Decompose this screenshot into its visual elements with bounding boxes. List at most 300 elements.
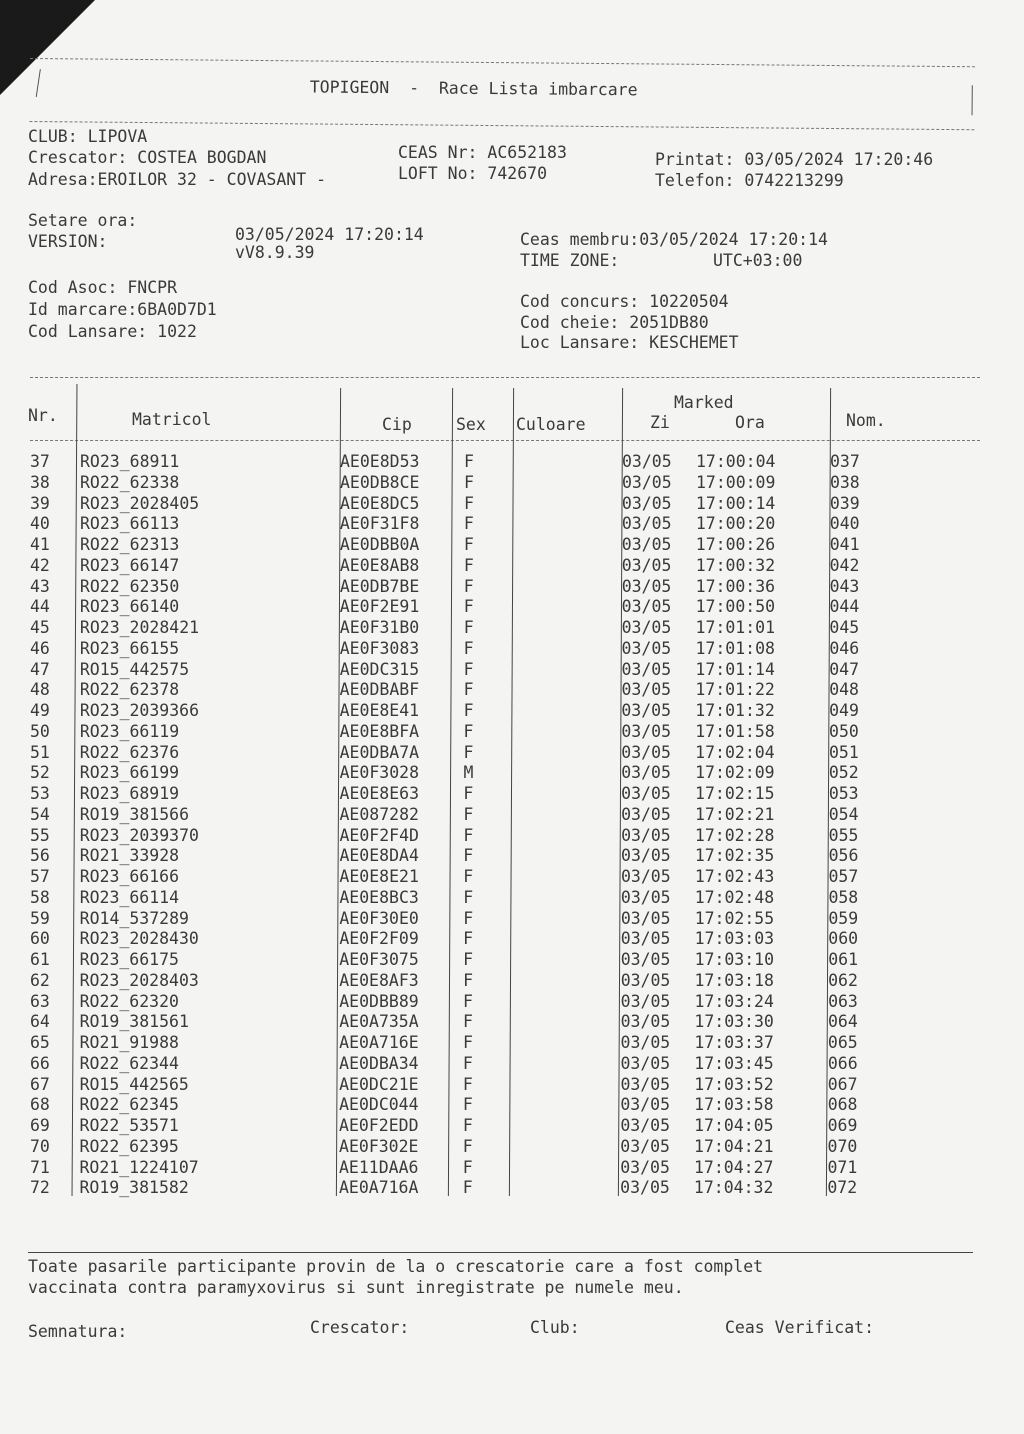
cell-cip: AE0E8E41	[339, 701, 420, 720]
cell-nom: 051	[828, 742, 859, 762]
cell-matricol: RO23_2028403	[79, 970, 199, 990]
cell-nr: 45	[30, 618, 50, 637]
cell-nom: 050	[829, 721, 859, 741]
table-row	[30, 514, 980, 535]
cell-ora: 17:02:35	[694, 846, 775, 866]
cell-matricol: RO14_537289	[79, 908, 189, 928]
cell-cip: AE0DBA7A	[339, 742, 420, 762]
cell-sex: F	[463, 867, 474, 886]
cell-matricol: RO22_62320	[79, 991, 179, 1011]
cell-zi: 03/05	[621, 555, 672, 575]
table-row	[30, 867, 980, 888]
col-header-sex: Sex	[456, 415, 486, 434]
cell-matricol: RO23_2028421	[79, 618, 200, 637]
cell-ora: 17:01:08	[695, 638, 775, 658]
cell-nr: 66	[30, 1053, 50, 1073]
cell-matricol: RO19_381582	[79, 1178, 189, 1198]
cell-nr: 47	[30, 659, 50, 679]
table-row	[30, 784, 980, 805]
cell-ora: 17:03:52	[694, 1074, 774, 1094]
cell-ora: 17:03:24	[694, 991, 774, 1011]
cell-nr: 64	[30, 1012, 50, 1032]
cell-nom: 061	[828, 950, 859, 969]
cell-nr: 38	[30, 472, 50, 492]
cell-nr: 50	[30, 721, 50, 741]
cell-nom: 054	[828, 804, 859, 824]
cell-cip: AE0DC044	[339, 1095, 419, 1115]
cell-sex: F	[463, 804, 474, 824]
cell-sex: F	[463, 514, 474, 534]
table-row	[30, 805, 980, 826]
cell-sex: F	[462, 1116, 473, 1135]
cell-sex: F	[463, 784, 474, 803]
cell-zi: 03/05	[621, 742, 671, 762]
loft-no: LOFT No: 742670	[398, 164, 548, 183]
cell-ora: 17:00:32	[695, 555, 776, 575]
cell-zi: 03/05	[620, 1074, 671, 1094]
cell-cip: AE0E8E21	[339, 867, 419, 886]
cell-ora: 17:04:32	[693, 1178, 774, 1198]
cell-nr: 68	[30, 1095, 50, 1115]
table-row	[30, 1033, 980, 1054]
cell-sex: F	[462, 1157, 473, 1177]
cell-nr: 42	[30, 555, 50, 575]
cell-nom: 066	[827, 1053, 858, 1073]
cell-nom: 037	[830, 452, 860, 471]
cell-ora: 17:00:26	[695, 535, 776, 554]
cell-nom: 039	[829, 493, 860, 513]
cell-nom: 040	[829, 514, 860, 534]
cell-matricol: RO15_442575	[79, 659, 190, 679]
cell-nom: 069	[827, 1116, 858, 1135]
cell-zi: 03/05	[620, 970, 671, 990]
cell-matricol: RO15_442565	[79, 1074, 189, 1094]
cell-zi: 03/05	[620, 1033, 671, 1052]
cell-nom: 049	[829, 701, 859, 720]
cell-nr: 63	[30, 991, 50, 1011]
cell-nr: 49	[30, 701, 50, 720]
cell-sex: F	[463, 638, 474, 658]
cell-nom: 060	[828, 929, 859, 949]
cell-matricol: RO22_62345	[79, 1095, 179, 1115]
cell-cip: AE0E8DA4	[339, 846, 419, 866]
cell-sex: F	[463, 576, 474, 596]
cell-cip: AE0DB8CE	[339, 472, 420, 492]
cell-zi: 03/05	[621, 493, 672, 513]
table-row	[30, 929, 980, 950]
cell-cip: AE0F30E0	[339, 908, 419, 928]
cell-cip: AE0DC315	[339, 659, 420, 679]
cell-cip: AE0DB7BE	[339, 576, 420, 596]
telefon: Telefon: 0742213299	[655, 171, 844, 190]
cell-matricol: RO23_66147	[79, 555, 180, 575]
cell-cip: AE0F3075	[339, 950, 419, 969]
cell-ora: 17:01:32	[695, 701, 775, 720]
vaccination-statement	[28, 1256, 763, 1298]
cell-nr: 43	[30, 576, 50, 596]
cell-sex: F	[462, 1074, 473, 1094]
cell-nr: 65	[30, 1033, 50, 1052]
cell-nom: 063	[828, 991, 858, 1011]
cell-matricol: RO23_66155	[79, 638, 180, 658]
cell-cip: AE0F3083	[339, 638, 420, 658]
crescator-sign-label: Crescator:	[310, 1318, 410, 1337]
cell-sex: F	[463, 680, 474, 700]
table-row	[30, 535, 980, 556]
cell-nom: 067	[827, 1074, 858, 1094]
col-header-culoare: Culoare	[516, 415, 586, 434]
cell-nom: 047	[829, 659, 860, 679]
cell-cip: AE0E8E63	[339, 784, 420, 803]
cell-ora: 17:02:04	[695, 742, 775, 762]
cell-sex: F	[463, 535, 474, 554]
cell-sex: F	[463, 929, 474, 949]
cell-cip: AE0F3028	[339, 763, 420, 783]
col-header-zi: Zi	[650, 413, 670, 432]
cell-cip: AE0E8AB8	[339, 555, 420, 575]
cell-zi: 03/05	[620, 1116, 670, 1135]
cell-sex: F	[463, 1012, 473, 1032]
cell-nom: 038	[829, 472, 860, 492]
cell-nom: 055	[828, 825, 859, 845]
cell-zi: 03/05	[620, 908, 671, 928]
table-row	[30, 701, 980, 722]
cell-nom: 045	[829, 618, 860, 637]
cell-cip: AE0E8BFA	[339, 721, 420, 741]
cell-nom: 043	[829, 576, 860, 596]
cell-zi: 03/05	[620, 1053, 671, 1073]
cod-lansare: Cod Lansare: 1022	[28, 322, 197, 341]
cell-zi: 03/05	[620, 929, 671, 949]
footer-rule	[28, 1252, 973, 1253]
cell-sex: M	[463, 763, 474, 783]
cell-nom: 064	[827, 1012, 858, 1032]
cod-concurs: Cod concurs: 10220504	[520, 292, 729, 311]
cell-zi: 03/05	[620, 1157, 670, 1177]
cell-matricol: RO22_62350	[79, 576, 180, 596]
cell-cip: AE0F2EDD	[339, 1116, 419, 1135]
cell-nr: 44	[30, 597, 50, 617]
cell-zi: 03/05	[620, 991, 671, 1011]
semnatura-label: Semnatura:	[28, 1322, 128, 1341]
page-title	[310, 77, 638, 99]
cell-nom: 042	[829, 555, 860, 575]
cell-ora: 17:00:36	[695, 576, 776, 596]
cell-zi: 03/05	[621, 680, 672, 700]
cell-zi: 03/05	[620, 867, 671, 886]
cell-nom: 068	[827, 1095, 858, 1115]
cell-nom: 056	[828, 846, 859, 866]
cell-matricol: RO23_66114	[79, 887, 180, 907]
cell-zi: 03/05	[622, 452, 672, 471]
printat: Printat: 03/05/2024 17:20:46	[655, 150, 934, 169]
cell-zi: 03/05	[621, 659, 672, 679]
crescator-line: Crescator: COSTEA BOGDAN	[28, 148, 267, 167]
cell-matricol: RO23_68911	[80, 452, 180, 471]
cell-zi: 03/05	[621, 514, 672, 534]
col-header-nr: Nr.	[28, 406, 58, 425]
cell-matricol: RO19_381566	[79, 804, 190, 824]
cell-nom: 062	[828, 970, 858, 990]
table-row	[30, 556, 980, 577]
title-box-right-bar	[972, 85, 973, 115]
cell-ora: 17:02:55	[694, 908, 775, 928]
cell-cip: AE0A716E	[339, 1033, 419, 1052]
cell-zi: 03/05	[621, 846, 671, 866]
cell-nom: 048	[829, 680, 859, 700]
time-zone-label: TIME ZONE:	[520, 251, 620, 270]
table-row	[30, 888, 980, 909]
cell-nr: 62	[30, 970, 50, 990]
cell-sex: F	[463, 908, 474, 928]
setare-ora-value: 03/05/2024 17:20:14	[235, 225, 424, 244]
cell-ora: 17:02:09	[695, 763, 775, 783]
cell-cip: AE0A735A	[339, 1012, 419, 1032]
table-row	[30, 473, 980, 494]
cell-ora: 17:01:14	[695, 659, 775, 679]
cell-matricol: RO23_2039370	[79, 825, 199, 845]
col-header-cip: Cip	[382, 415, 412, 434]
table-row	[30, 909, 980, 930]
cell-nr: 72	[30, 1178, 50, 1198]
cell-matricol: RO21_1224107	[79, 1157, 199, 1177]
cell-sex: F	[463, 555, 474, 575]
cell-sex: F	[463, 618, 474, 637]
col-header-ora: Ora	[735, 413, 765, 432]
cell-cip: AE0A716A	[338, 1178, 419, 1198]
table-row	[30, 1012, 980, 1033]
table-row	[30, 597, 980, 618]
cell-nr: 53	[30, 784, 50, 803]
cell-zi: 03/05	[620, 950, 671, 969]
cell-sex: F	[463, 887, 474, 907]
cell-ora: 17:00:20	[695, 514, 776, 534]
cell-nr: 39	[30, 493, 50, 513]
cell-nom: 071	[827, 1157, 858, 1177]
cell-ora: 17:03:18	[694, 970, 774, 990]
col-header-matricol: Matricol	[132, 410, 212, 429]
cell-cip: AE0F2F4D	[339, 825, 419, 845]
version-value: vV8.9.39	[235, 243, 315, 262]
cell-nr: 54	[30, 804, 50, 824]
cod-cheie: Cod cheie: 2051DB80	[520, 313, 709, 332]
table-row	[30, 743, 980, 764]
table-top-rule	[30, 377, 980, 378]
cell-zi: 03/05	[621, 472, 672, 492]
cell-sex: F	[463, 742, 474, 762]
ceas-membru: Ceas membru:03/05/2024 17:20:14	[520, 230, 828, 249]
cell-nr: 57	[30, 867, 50, 886]
cell-nr: 46	[30, 638, 50, 658]
cell-cip: AE0F302E	[339, 1136, 419, 1156]
table-row	[30, 1137, 980, 1158]
cell-nr: 41	[30, 535, 50, 554]
cell-matricol: RO23_66113	[79, 514, 180, 534]
table-row	[30, 577, 980, 598]
cell-cip: AE0F31F8	[339, 514, 420, 534]
cell-cip: AE0DBA34	[339, 1053, 419, 1073]
cell-nom: 041	[829, 535, 860, 554]
cell-cip: AE0E8AF3	[339, 970, 419, 990]
table-row	[30, 971, 980, 992]
ceas-nr: CEAS Nr: AC652183	[398, 143, 567, 162]
title-dash: -	[409, 78, 420, 98]
cell-zi: 03/05	[621, 535, 672, 554]
cell-nr: 69	[30, 1116, 50, 1135]
title-doc: Race Lista imbarcare	[438, 78, 638, 100]
cod-asoc: Cod Asoc: FNCPR	[28, 278, 178, 297]
statement-line-1: Toate pasarile participante provin de la o crescatorie care a fost complet	[28, 1257, 764, 1276]
cell-nr: 61	[30, 950, 50, 969]
cell-ora: 17:01:58	[695, 721, 775, 741]
cell-matricol: RO22_62376	[79, 742, 180, 762]
table-row	[30, 680, 980, 701]
cell-sex: F	[463, 721, 474, 741]
cell-cip: AE0E8DC5	[339, 493, 420, 513]
club-line: CLUB: LIPOVA	[28, 127, 148, 146]
cell-ora: 17:01:01	[695, 618, 776, 637]
cell-nom: 070	[827, 1136, 858, 1156]
cell-sex: F	[463, 493, 474, 513]
cell-nr: 58	[30, 887, 50, 907]
version-label: VERSION:	[28, 232, 108, 251]
cell-nom: 065	[827, 1033, 858, 1052]
cell-matricol: RO22_62378	[79, 680, 180, 700]
cell-zi: 03/05	[621, 597, 672, 617]
cell-nr: 56	[30, 846, 50, 866]
cell-nr: 67	[30, 1074, 50, 1094]
cell-cip: AE0F2F09	[339, 929, 419, 949]
col-header-marked: Marked	[674, 393, 734, 412]
cell-nom: 046	[829, 638, 860, 658]
cell-nom: 057	[828, 867, 859, 886]
cell-nr: 71	[30, 1157, 50, 1177]
cell-ora: 17:00:14	[695, 493, 776, 513]
table-row	[30, 494, 980, 515]
cell-ora: 17:02:15	[695, 784, 775, 803]
ceas-verificat-label: Ceas Verificat:	[725, 1318, 875, 1337]
cell-nr: 51	[30, 742, 50, 762]
cell-sex: F	[463, 950, 474, 969]
cell-nr: 37	[30, 452, 50, 471]
cell-zi: 03/05	[620, 1136, 670, 1156]
cell-zi: 03/05	[621, 804, 671, 824]
cell-zi: 03/05	[621, 825, 671, 845]
cell-zi: 03/05	[621, 784, 671, 803]
cell-sex: F	[463, 970, 473, 990]
cell-matricol: RO23_2028405	[79, 493, 200, 513]
cell-sex: F	[463, 701, 474, 720]
cell-matricol: RO23_68919	[79, 784, 180, 803]
club-sign-label: Club:	[530, 1318, 580, 1337]
cell-matricol: RO21_33928	[79, 846, 180, 866]
table-row	[30, 1116, 980, 1137]
title-box	[29, 58, 975, 130]
adresa-line: Adresa:EROILOR 32 - COVASANT -	[28, 170, 327, 189]
cell-zi: 03/05	[621, 618, 672, 637]
cell-cip: AE0F2E91	[339, 597, 420, 617]
cell-ora: 17:03:10	[694, 950, 775, 969]
cell-cip: AE0DC21E	[339, 1074, 419, 1094]
cell-zi: 03/05	[620, 1012, 671, 1032]
cell-ora: 17:00:09	[695, 472, 776, 492]
cell-nom: 058	[828, 887, 859, 907]
cell-cip: AE087282	[339, 804, 419, 824]
cell-matricol: RO22_53571	[79, 1116, 179, 1135]
cell-zi: 03/05	[620, 887, 671, 907]
table-row	[30, 452, 980, 473]
time-zone-value: UTC+03:00	[713, 251, 803, 270]
cell-nr: 52	[30, 763, 50, 783]
cell-sex: F	[462, 1178, 473, 1198]
cell-cip: AE0E8D53	[340, 452, 420, 471]
table-row	[30, 826, 980, 847]
cell-ora: 17:02:28	[694, 825, 775, 845]
table-row	[30, 1178, 980, 1199]
cell-sex: F	[463, 991, 473, 1011]
setare-ora-label: Setare ora:	[28, 211, 138, 230]
cell-nr: 70	[30, 1136, 50, 1156]
table-body	[30, 452, 980, 1199]
cell-sex: F	[463, 472, 474, 492]
cell-zi: 03/05	[621, 576, 672, 596]
id-marcare: Id marcare:6BA0D7D1	[28, 300, 217, 319]
cell-ora: 17:03:03	[694, 929, 775, 949]
cell-nom: 052	[828, 763, 859, 783]
cell-nom: 044	[829, 597, 860, 617]
table-row	[30, 1075, 980, 1096]
cell-nr: 48	[30, 680, 50, 700]
title-app: TOPIGEON	[309, 77, 390, 98]
table-header-rule	[30, 440, 980, 441]
cell-nom: 053	[828, 784, 859, 803]
cell-zi: 03/05	[621, 638, 672, 658]
table-row	[30, 618, 980, 639]
cell-nr: 55	[30, 825, 50, 845]
cell-sex: F	[462, 1136, 473, 1156]
cell-sex: F	[462, 1033, 473, 1052]
table-row	[30, 1054, 980, 1075]
cell-sex: F	[462, 1095, 473, 1115]
cell-sex: F	[463, 597, 474, 617]
table-row	[30, 1095, 980, 1116]
cell-matricol: RO19_381561	[79, 1012, 189, 1032]
cell-matricol: RO23_2028430	[79, 929, 199, 949]
cell-ora: 17:03:30	[694, 1012, 774, 1032]
title-box-left-bar	[36, 69, 41, 97]
cell-ora: 17:03:37	[694, 1033, 774, 1052]
col-header-nom: Nom.	[846, 411, 886, 430]
cell-ora: 17:02:48	[694, 887, 775, 907]
cell-cip: AE0DBB0A	[339, 535, 420, 554]
cell-cip: AE0DBB89	[339, 991, 419, 1011]
cell-matricol: RO23_66166	[79, 867, 180, 886]
cell-nr: 59	[30, 908, 50, 928]
cell-zi: 03/05	[621, 763, 671, 783]
cell-cip: AE0F31B0	[339, 618, 420, 637]
table-row	[30, 846, 980, 867]
cell-ora: 17:03:58	[694, 1095, 774, 1115]
cell-nom: 072	[827, 1178, 858, 1198]
cell-matricol: RO23_66119	[79, 721, 180, 741]
cell-sex: F	[464, 452, 474, 471]
table-row	[30, 992, 980, 1013]
cell-ora: 17:02:21	[694, 804, 775, 824]
table-row	[30, 660, 980, 681]
cell-sex: F	[463, 825, 474, 845]
cell-nr: 60	[30, 929, 50, 949]
cell-sex: F	[463, 659, 474, 679]
